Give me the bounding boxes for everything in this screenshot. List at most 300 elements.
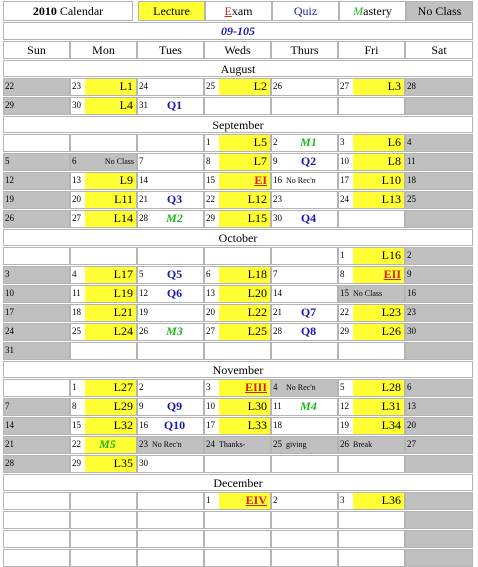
day-number: 16: [139, 420, 148, 430]
day-cell: [338, 78, 405, 96]
day-cell: [271, 191, 338, 209]
title-cell: [3, 1, 133, 21]
day-cell: [405, 247, 473, 265]
lecture-label: L33: [247, 418, 267, 432]
day-cell: [271, 134, 338, 152]
day-number: 10: [206, 401, 215, 411]
day-cell: [137, 172, 204, 190]
day-cell: [70, 417, 137, 435]
day-cell: [338, 191, 405, 209]
day-number: 8: [72, 401, 77, 411]
day-cell: [405, 511, 473, 529]
day-cell: [204, 191, 271, 209]
exam-label: EIII: [244, 380, 267, 394]
day-number: 28: [273, 326, 282, 336]
day-number: 26: [273, 81, 282, 91]
day-cell: [405, 323, 473, 341]
day-cell: [405, 78, 473, 96]
quiz-label: Q1: [166, 98, 183, 112]
quiz-label: Q4: [300, 211, 317, 225]
day-cell: [137, 398, 204, 416]
day-cell: [204, 342, 271, 360]
weekday-sat: Sat: [405, 41, 473, 59]
day-cell: [405, 342, 473, 360]
day-number: 13: [407, 401, 416, 411]
month-header-september: September: [3, 116, 473, 133]
day-number: 4: [407, 137, 412, 147]
day-number: 7: [5, 401, 10, 411]
day-cell: [271, 323, 338, 341]
day-cell: [70, 455, 137, 473]
day-number: 31: [5, 345, 14, 355]
day-cell: [70, 304, 137, 322]
day-number: 19: [340, 420, 349, 430]
day-cell: [3, 153, 70, 171]
quiz-label: Q9: [166, 399, 183, 413]
day-cell: [70, 511, 137, 529]
day-number: 12: [340, 401, 349, 411]
day-cell: [204, 417, 271, 435]
quiz-label: Q8: [300, 324, 317, 338]
day-number: 13: [206, 288, 215, 298]
day-cell: [405, 304, 473, 322]
day-cell: [137, 511, 204, 529]
day-number: 28: [5, 458, 14, 468]
day-cell: [271, 379, 338, 397]
day-cell: [405, 436, 473, 454]
day-cell: [3, 323, 70, 341]
day-cell: [204, 266, 271, 284]
day-cell: [405, 153, 473, 171]
calendar: [3, 1, 473, 550]
lecture-label: L8: [387, 154, 401, 168]
lecture-label: L32: [113, 418, 133, 432]
day-number: 9: [407, 269, 412, 279]
day-number: 27: [72, 213, 81, 223]
day-cell: [271, 455, 338, 473]
note-label: Break: [353, 440, 373, 449]
day-cell: [338, 304, 405, 322]
day-number: 16: [407, 288, 416, 298]
weekday-sun: Sun: [3, 41, 70, 59]
day-cell: [3, 379, 70, 397]
quiz-label: Q2: [300, 154, 317, 168]
day-cell: [70, 210, 137, 228]
day-number: 19: [139, 307, 148, 317]
day-cell: [137, 97, 204, 115]
day-cell: [204, 323, 271, 341]
day-number: 29: [5, 100, 14, 110]
day-cell: [70, 97, 137, 115]
legend-noclass-label: No Class: [417, 4, 462, 18]
day-number: 9: [139, 401, 144, 411]
day-cell: [338, 172, 405, 190]
day-number: 2: [407, 250, 412, 260]
day-number: 24: [139, 81, 148, 91]
day-number: 27: [407, 439, 416, 449]
legend-exam-rest: xam: [231, 4, 253, 18]
day-number: 6: [206, 269, 211, 279]
lecture-label: L16: [381, 248, 401, 262]
lecture-label: L13: [381, 192, 401, 206]
day-number: 17: [206, 420, 215, 430]
day-cell: [204, 436, 271, 454]
lecture-label: L4: [119, 98, 133, 112]
day-number: 25: [407, 194, 416, 204]
day-cell: [338, 436, 405, 454]
day-cell: [3, 191, 70, 209]
day-number: 26: [5, 213, 14, 223]
day-cell: [338, 247, 405, 265]
day-cell: [3, 172, 70, 190]
day-cell: [3, 342, 70, 360]
day-cell: [137, 530, 204, 548]
day-number: 7: [139, 156, 144, 166]
day-number: 15: [72, 420, 81, 430]
day-number: 20: [407, 420, 416, 430]
lecture-label: L7: [253, 154, 267, 168]
day-number: 28: [139, 213, 148, 223]
day-cell: [405, 417, 473, 435]
day-cell: [70, 134, 137, 152]
note-label: giving: [286, 440, 307, 449]
mastery-label: M5: [99, 437, 116, 451]
day-number: 18: [407, 175, 416, 185]
lecture-label: L24: [113, 324, 133, 338]
day-cell: [338, 323, 405, 341]
day-cell: [405, 97, 473, 115]
weekday-tues: Tues: [137, 41, 204, 59]
day-number: 23: [407, 307, 416, 317]
day-number: 27: [340, 81, 349, 91]
day-cell: [338, 379, 405, 397]
legend-mastery-rest: astery: [363, 4, 392, 18]
lecture-label: L1: [119, 79, 133, 93]
day-number: 1: [340, 250, 345, 260]
day-number: 24: [340, 194, 349, 204]
day-number: 23: [273, 194, 282, 204]
day-cell: [70, 285, 137, 303]
note-label: No Class: [353, 289, 383, 298]
day-cell: [405, 530, 473, 548]
day-cell: [204, 153, 271, 171]
lecture-label: L22: [247, 305, 267, 319]
day-cell: [3, 436, 70, 454]
legend-quiz: [272, 1, 339, 21]
day-cell: [271, 304, 338, 322]
month-header-november: November: [3, 361, 473, 378]
day-number: 30: [72, 100, 81, 110]
lecture-label: L19: [113, 286, 133, 300]
day-number: 29: [206, 213, 215, 223]
day-cell: [271, 398, 338, 416]
year: 2010: [32, 4, 57, 18]
day-number: 11: [273, 401, 282, 411]
day-cell: [338, 153, 405, 171]
day-cell: [137, 266, 204, 284]
day-cell: [204, 247, 271, 265]
day-number: 13: [72, 175, 81, 185]
quiz-label: Q6: [166, 286, 183, 300]
day-cell: [204, 492, 271, 510]
day-cell: [3, 511, 70, 529]
day-number: 30: [139, 458, 148, 468]
day-cell: [3, 266, 70, 284]
day-cell: [405, 455, 473, 473]
day-cell: [271, 285, 338, 303]
lecture-label: L35: [113, 456, 133, 470]
day-number: 8: [340, 269, 345, 279]
day-cell: [271, 417, 338, 435]
day-number: 25: [273, 439, 282, 449]
lecture-label: L12: [247, 192, 267, 206]
day-cell: [3, 78, 70, 96]
day-cell: [405, 266, 473, 284]
day-cell: [271, 436, 338, 454]
lecture-label: L25: [247, 324, 267, 338]
day-cell: [137, 78, 204, 96]
lecture-label: L29: [113, 399, 133, 413]
legend-noclass: [406, 1, 473, 21]
day-cell: [70, 78, 137, 96]
day-cell: [70, 153, 137, 171]
day-cell: [204, 511, 271, 529]
day-cell: [204, 530, 271, 548]
day-cell: [204, 134, 271, 152]
day-cell: [271, 511, 338, 529]
quiz-label: Q5: [166, 267, 183, 281]
day-cell: [271, 492, 338, 510]
day-number: 15: [340, 288, 349, 298]
note-label: Thanks-: [219, 440, 246, 449]
exam-label: EI: [254, 173, 267, 187]
day-cell: [137, 549, 204, 567]
lecture-label: L15: [247, 211, 267, 225]
day-cell: [405, 134, 473, 152]
exam-label: EII: [383, 267, 401, 281]
day-number: 8: [206, 156, 211, 166]
day-cell: [338, 398, 405, 416]
day-cell: [3, 492, 70, 510]
day-number: 24: [206, 439, 215, 449]
quiz-label: Q7: [300, 305, 317, 319]
weekday-mon: Mon: [70, 41, 137, 59]
exam-label: EIV: [245, 493, 267, 507]
day-number: 4: [273, 382, 278, 392]
mastery-label: M1: [300, 135, 317, 149]
day-cell: [137, 455, 204, 473]
day-cell: [70, 323, 137, 341]
day-cell: [204, 210, 271, 228]
day-cell: [271, 247, 338, 265]
day-number: 4: [72, 269, 77, 279]
day-number: 12: [5, 175, 14, 185]
day-cell: [405, 285, 473, 303]
day-number: 20: [206, 307, 215, 317]
lecture-label: L23: [381, 305, 401, 319]
day-number: 17: [5, 307, 14, 317]
day-number: 22: [72, 439, 81, 449]
term-range-label: 09-105: [221, 24, 255, 38]
day-number: 29: [72, 458, 81, 468]
day-cell: [204, 97, 271, 115]
day-number: 2: [139, 382, 144, 392]
day-number: 15: [206, 175, 215, 185]
lecture-label: L28: [381, 380, 401, 394]
legend-exam-initial: E: [224, 4, 232, 18]
day-number: 5: [340, 382, 345, 392]
day-number: 29: [340, 326, 349, 336]
day-cell: [338, 511, 405, 529]
day-number: 27: [206, 326, 215, 336]
day-cell: [271, 153, 338, 171]
day-cell: [137, 153, 204, 171]
weekday-weds: Weds: [204, 41, 271, 59]
day-cell: [271, 97, 338, 115]
day-number: 21: [139, 194, 148, 204]
day-number: 25: [72, 326, 81, 336]
day-cell: [271, 342, 338, 360]
day-cell: [338, 134, 405, 152]
legend-exam: [205, 1, 272, 21]
lecture-label: L18: [247, 267, 267, 281]
day-cell: [271, 78, 338, 96]
calendar-label: Calendar: [59, 4, 104, 18]
term-range: [3, 22, 473, 40]
legend-mastery: [339, 1, 406, 21]
day-cell: [204, 78, 271, 96]
day-cell: [137, 191, 204, 209]
day-cell: [338, 210, 405, 228]
day-cell: [271, 549, 338, 567]
day-number: 18: [72, 307, 81, 317]
day-number: 7: [273, 269, 278, 279]
day-cell: [405, 398, 473, 416]
day-cell: [3, 247, 70, 265]
day-cell: [137, 379, 204, 397]
day-cell: [338, 417, 405, 435]
day-cell: [271, 210, 338, 228]
legend-lecture-label: Lecture: [153, 4, 190, 18]
day-cell: [204, 285, 271, 303]
day-number: 2: [273, 495, 278, 505]
day-cell: [338, 97, 405, 115]
day-cell: [271, 530, 338, 548]
day-cell: [70, 172, 137, 190]
day-cell: [70, 342, 137, 360]
day-number: 5: [5, 156, 10, 166]
day-cell: [70, 247, 137, 265]
day-number: 1: [206, 137, 211, 147]
weekday-fri: Fri: [338, 41, 405, 59]
day-cell: [137, 342, 204, 360]
day-cell: [3, 97, 70, 115]
day-number: 31: [139, 100, 148, 110]
legend-lecture: [138, 1, 205, 21]
day-number: 12: [139, 288, 148, 298]
day-number: 28: [407, 81, 416, 91]
lecture-label: L21: [113, 305, 133, 319]
lecture-label: L26: [381, 324, 401, 338]
lecture-label: L31: [381, 399, 401, 413]
day-cell: [204, 549, 271, 567]
day-number: 9: [273, 156, 278, 166]
day-cell: [3, 134, 70, 152]
day-cell: [338, 530, 405, 548]
day-cell: [3, 455, 70, 473]
day-cell: [405, 549, 473, 567]
day-cell: [70, 530, 137, 548]
mastery-label: M4: [300, 399, 317, 413]
day-number: 19: [5, 194, 14, 204]
day-number: 10: [5, 288, 14, 298]
note-label: No Rec'n: [152, 440, 182, 449]
day-cell: [137, 323, 204, 341]
day-cell: [137, 417, 204, 435]
day-cell: [338, 266, 405, 284]
day-cell: [271, 266, 338, 284]
weekday-thurs: Thurs: [271, 41, 338, 59]
month-header-december: December: [3, 474, 473, 491]
day-number: 1: [206, 495, 211, 505]
day-cell: [137, 492, 204, 510]
day-number: 21: [5, 439, 14, 449]
lecture-label: L17: [113, 267, 133, 281]
day-number: 11: [407, 156, 416, 166]
lecture-label: L36: [381, 493, 401, 507]
day-number: 23: [139, 439, 148, 449]
day-cell: [137, 285, 204, 303]
day-number: 25: [206, 81, 215, 91]
day-cell: [338, 285, 405, 303]
day-cell: [137, 210, 204, 228]
quiz-label: Q3: [166, 192, 183, 206]
lecture-label: L3: [387, 79, 401, 93]
legend-quiz-label: Quiz: [293, 4, 318, 18]
day-number: 3: [206, 382, 211, 392]
day-number: 10: [340, 156, 349, 166]
lecture-label: L5: [253, 135, 267, 149]
lecture-label: L10: [381, 173, 401, 187]
day-number: 20: [72, 194, 81, 204]
day-cell: [70, 398, 137, 416]
day-cell: [338, 549, 405, 567]
day-cell: [3, 285, 70, 303]
lecture-label: L14: [113, 211, 133, 225]
day-number: 6: [72, 156, 77, 166]
day-cell: [3, 417, 70, 435]
note-label: No Rec'n: [286, 383, 316, 392]
day-cell: [204, 304, 271, 322]
day-cell: [70, 266, 137, 284]
day-cell: [405, 492, 473, 510]
day-number: 5: [139, 269, 144, 279]
day-cell: [3, 530, 70, 548]
day-number: 26: [139, 326, 148, 336]
day-number: 26: [340, 439, 349, 449]
lecture-label: L11: [114, 192, 133, 206]
day-cell: [204, 379, 271, 397]
day-number: 21: [273, 307, 282, 317]
day-cell: [405, 191, 473, 209]
day-cell: [137, 304, 204, 322]
day-number: 1: [72, 382, 77, 392]
day-cell: [405, 172, 473, 190]
day-cell: [70, 436, 137, 454]
day-number: 24: [5, 326, 14, 336]
day-cell: [3, 398, 70, 416]
day-number: 30: [273, 213, 282, 223]
